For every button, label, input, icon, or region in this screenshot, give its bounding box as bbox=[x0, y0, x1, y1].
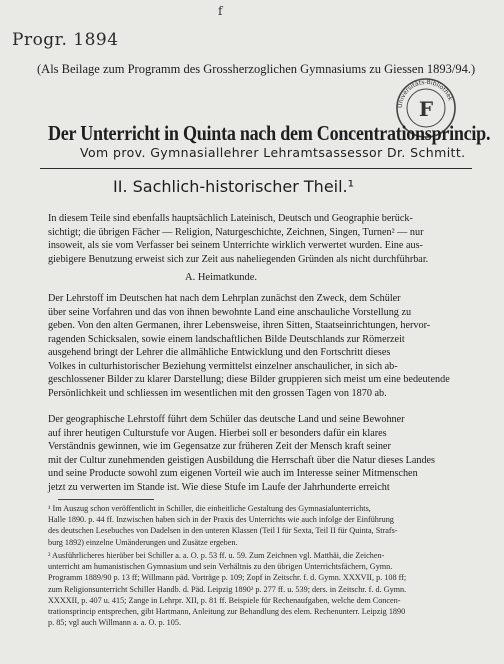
footnote-line: ² Ausführlicheres hierüber bei Schiller a. a. O. p. 53 ff. u. 59. Zum Zeichnen vgl. Matthäi, die Zeichen- bbox=[48, 551, 385, 560]
subsection-heading: A. Heimatkunde. bbox=[185, 272, 258, 283]
handwritten-mark: f bbox=[218, 4, 223, 18]
footnote-line: ¹ Im Auszug schon veröffentlicht in Schiller, die einheitliche Gestaltung des Gymnasialunterrichts, bbox=[48, 504, 371, 513]
text-line: In diesem Teile sind ebenfalls hauptsächlich Lateinisch, Deutsch und Geographie berück- bbox=[48, 213, 413, 224]
text-line: jetzt zu verwerten im Stande ist. Wie diese Stufe im Laufe der Jahrhunderte erreicht bbox=[48, 481, 390, 493]
deutsch-paragraph bbox=[48, 292, 460, 400]
text-line: geben. Von den alten Germanen, ihrer Lebensweise, ihren Sitten, Staatseinrichtungen, hervor- bbox=[48, 320, 431, 331]
text-line: Verständnis gewinnen, wie im Gegensatze zur früheren Zeit der Mensch kraft seiner bbox=[48, 441, 391, 452]
section-title: II. Sachlich-historischer Theil.¹ bbox=[113, 177, 355, 196]
stamp-text: Universitäts-Bibliothek bbox=[396, 78, 454, 109]
text-line: sichtigt; die übrigen Fächer — Religion, Naturgeschichte, Zeichnen, Singen, Turnen² — nur bbox=[48, 226, 424, 238]
footnote-line: burg 1892) einzelne Umänderungen und Zusätze ergeben. bbox=[48, 537, 238, 547]
stamp-initial: F bbox=[418, 97, 434, 121]
main-title: Der Unterricht in Quinta nach dem Concentrationsprincip. bbox=[48, 121, 491, 145]
geographie-paragraph bbox=[48, 413, 460, 494]
author-line: Vom prov. Gymnasiallehrer Lehramtsassessor Dr. Schmitt. bbox=[80, 145, 466, 160]
footnote-line: XXXXII, p. 407 u. 415; Zange in Lehrpr. XII, p. 81 ff. Beispiele für Rechenaufgaben, welche dem Concen- bbox=[48, 595, 401, 605]
footnote-line: Halle 1890. p. 44 ff. Inzwischen haben sich in der Praxis des Unterrichts wie auch infolge der Einführung bbox=[48, 515, 394, 525]
text-line: geschlossener Bilder zu klarer Darstellung; diese Bilder gruppieren sich meist um eine bedeutende bbox=[48, 374, 450, 385]
footnote-2 bbox=[48, 550, 464, 628]
text-line: und seine Producte sowohl zum eigenen Vorteil wie auch im Interesse seiner Mitmenschen bbox=[48, 468, 418, 479]
text-line: ragenden Schicksalen, sowie einem landschaftlichen Bilde Deutschlands zur Römerzeit bbox=[48, 333, 405, 345]
footnote-line: des deutschen Lesebuches von Dadelsen in den unteren Klassen (Teil I für Sexta, Teil II für Quinta, Strafs- bbox=[48, 526, 398, 536]
text-line: ausgehend bringt der Lehrer die allmähliche Entwicklung und den Fortschritt dieses bbox=[48, 347, 391, 358]
text-line: auf ihrer heutigen Culturstufe vor Augen. Hierbei soll er besonders dafür ein klares bbox=[48, 427, 387, 439]
text-line: insoweit, als sie vom Verfasser bei seinem Unterrichte wirklich verwertet wurden. Eine aus- bbox=[48, 240, 423, 251]
footnote-line: p. 85; vgl auch Willmann a. a. O. p. 105. bbox=[48, 618, 181, 628]
footnote-rule bbox=[58, 499, 154, 500]
footnote-line: Programm 1889/90 p. 13 ff; Willmann päd. Vorträge p. 109; Zopf in Zeitschr. f. d. Gymn. XXXVII, p. 108 ff; bbox=[48, 573, 407, 583]
intro-paragraph bbox=[48, 212, 460, 266]
program-note: (Als Beilage zum Programm des Grossherzoglichen Gymnasiums zu Giessen 1893/94.) bbox=[37, 62, 476, 76]
text-line: Der geographische Lehrstoff führt dem Schüler das deutsche Land und seine Bewohner bbox=[48, 414, 405, 425]
text-line: über seine Vorfahren und das von ihnen bewohnte Land eine anschauliche Vorstellung zu bbox=[48, 306, 412, 318]
text-line: Persönlichkeit und schliessen im wesentlichen mit den grossen Tagen von 1870 ab. bbox=[48, 387, 387, 399]
footnote-line: trationsprincip entsprechen, gibt Hartmann, Anleitung zur Behandlung des elem. Rechenunterr. Leipzig 1890 bbox=[48, 607, 406, 617]
footnote-line: zum Religionsunterricht Schiller Handb. d. Päd. Leipzig 1890² p. 277 ff. u. 539; ders. in Zeitschr. f. d. Gymn. bbox=[48, 584, 407, 594]
footnote-line: unterricht am humanistischen Gymnasium und sein Verhältnis zu den übrigen Unterrichtsfächern, Gymn. bbox=[48, 562, 393, 572]
handwritten-call-number: Progr. 1894 bbox=[12, 30, 119, 50]
text-line: giebigere Benutzung erweist sich zur Zeit aus naheliegenden Gründen als nicht durchführbar. bbox=[48, 253, 429, 265]
text-line: Der Lehrstoff im Deutschen hat nach dem Lehrplan zunächst den Zweck, dem Schüler bbox=[48, 293, 401, 304]
text-line: mit der Cultur zunehmenden geistigen Ausbildung die Herrschaft über die Natur dieses Landes bbox=[48, 454, 436, 466]
title-rule bbox=[40, 168, 472, 169]
text-line: Volkes in culturhistorischer Beziehung vermittelst einzelner anschaulicher, in sich ab- bbox=[48, 360, 398, 372]
footnote-1 bbox=[48, 503, 464, 548]
